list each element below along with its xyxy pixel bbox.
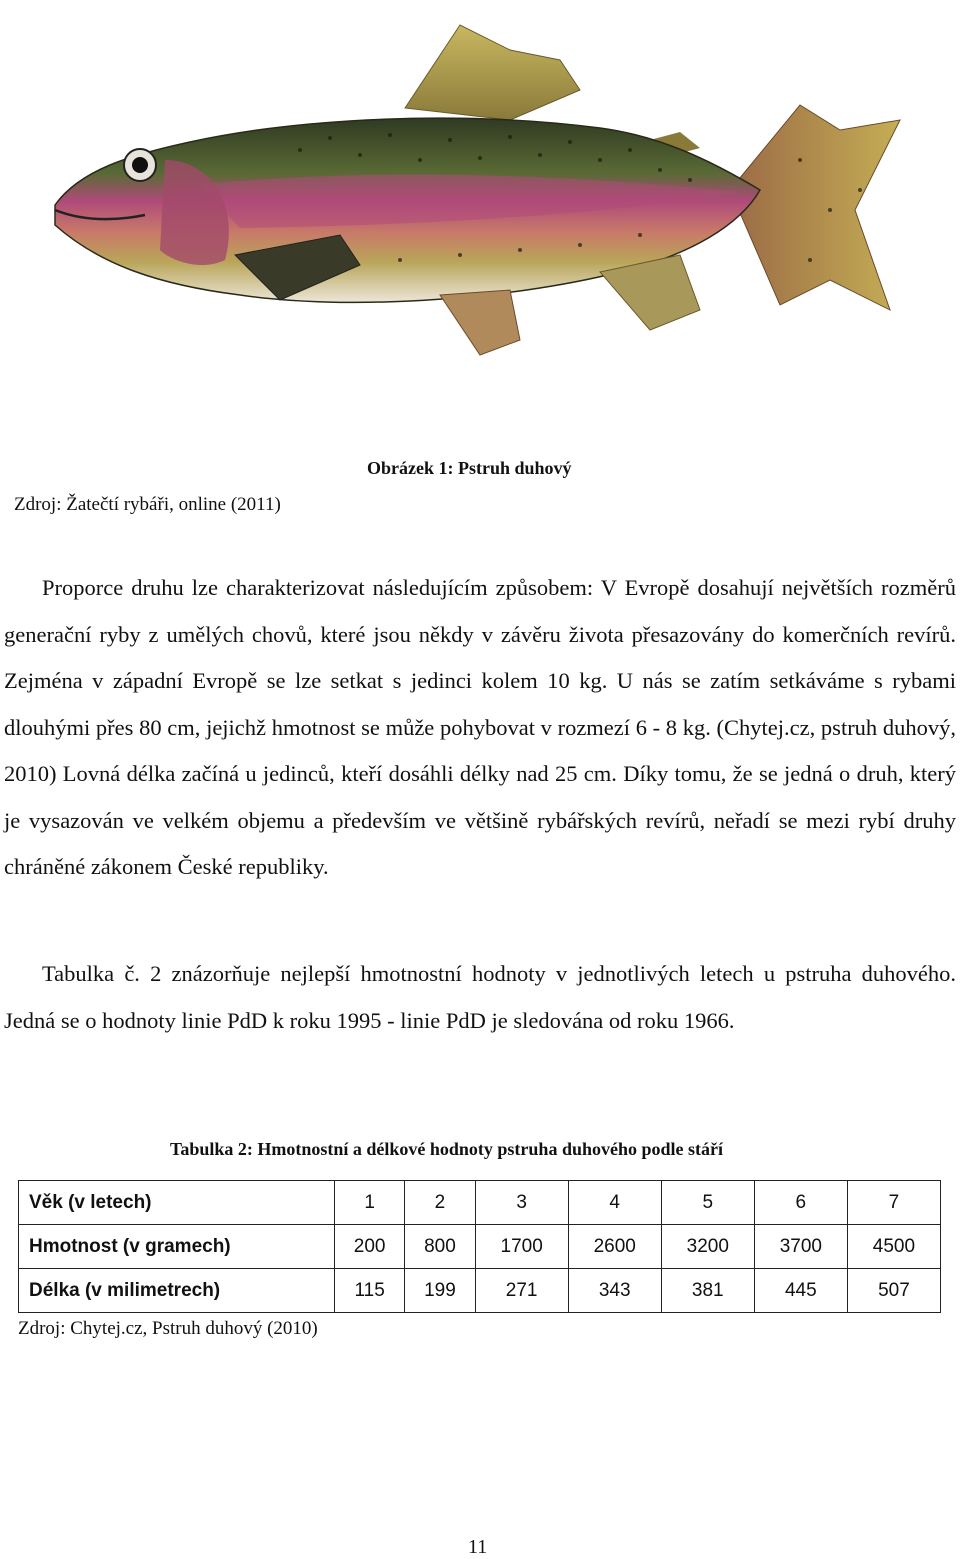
tail-fin: [730, 105, 900, 310]
table-row: [19, 1269, 941, 1313]
table-row: [19, 1225, 941, 1269]
table-cell: 800: [405, 1225, 475, 1269]
dorsal-fin: [405, 25, 580, 120]
table-cell: 6: [754, 1181, 847, 1225]
table-source: Zdroj: Chytej.cz, Pstruh duhový (2010): [18, 1318, 318, 1339]
table-cell: 445: [754, 1269, 847, 1313]
table-cell: 7: [847, 1181, 940, 1225]
table-title: Tabulka 2: Hmotnostní a délkové hodnoty pstruha duhového podle stáří: [170, 1139, 723, 1159]
page-number: 11: [468, 1536, 488, 1558]
figure-source: Zdroj: Žatečtí rybáři, online (2011): [14, 494, 281, 515]
table-cell: 115: [335, 1269, 405, 1313]
table-cell: 3: [475, 1181, 568, 1225]
paragraph-proportions: Proporce druhu lze charakterizovat následujícím způsobem: V Evropě dosahují největších rozměrů generační ryby z umělých chovů, které jsou někdy v závěru života přesazovány do komerčních revírů. Zejména v západní Evropě se lze setkat s jedinci kolem 10 kg. U nás se zatím setkáváme s rybami dlouhými přes 80 cm, jejichž hmotnost se může pohybovat v rozmezí 6 - 8 kg. (Chytej.cz, pstruh duhový, 2010) Lovná délka začíná u jedinců, kteří dosáhli délky nad 25 cm. Díky tomu, že se jedná o druh, který je vysazován ve velkém objemu a především ve většině rybářských revírů, neřadí se mezi rybí druhy chráněné zákonem České republiky.: [4, 575, 956, 879]
table-cell: 343: [568, 1269, 661, 1313]
figure-caption: Obrázek 1: Pstruh duhový: [367, 458, 572, 478]
table-cell: 507: [847, 1269, 940, 1313]
table-cell: 2: [405, 1181, 475, 1225]
table-cell: 4500: [847, 1225, 940, 1269]
row-label-weight: Hmotnost (v gramech): [19, 1225, 335, 1269]
table-cell: 2600: [568, 1225, 661, 1269]
table-cell: 5: [661, 1181, 754, 1225]
table-cell: 199: [405, 1269, 475, 1313]
table-cell: 381: [661, 1269, 754, 1313]
table-cell: 271: [475, 1269, 568, 1313]
rainbow-trout-illustration: [40, 10, 920, 380]
table-cell: 1700: [475, 1225, 568, 1269]
table-cell: 1: [335, 1181, 405, 1225]
table-row: [19, 1181, 941, 1225]
table-cell: 3200: [661, 1225, 754, 1269]
row-label-age: Věk (v letech): [19, 1181, 335, 1225]
paragraph-table-intro: Tabulka č. 2 znázorňuje nejlepší hmotnostní hodnoty v jednotlivých letech u pstruha duhového. Jedná se o hodnoty linie PdD k roku 1995 - linie PdD je sledována od roku 1966.: [4, 961, 956, 1033]
table-cell: 3700: [754, 1225, 847, 1269]
table-cell: 4: [568, 1181, 661, 1225]
row-label-length: Délka (v milimetrech): [19, 1269, 335, 1313]
pelvic-fin: [440, 290, 520, 355]
weight-length-table: [18, 1180, 941, 1313]
table-cell: 200: [335, 1225, 405, 1269]
